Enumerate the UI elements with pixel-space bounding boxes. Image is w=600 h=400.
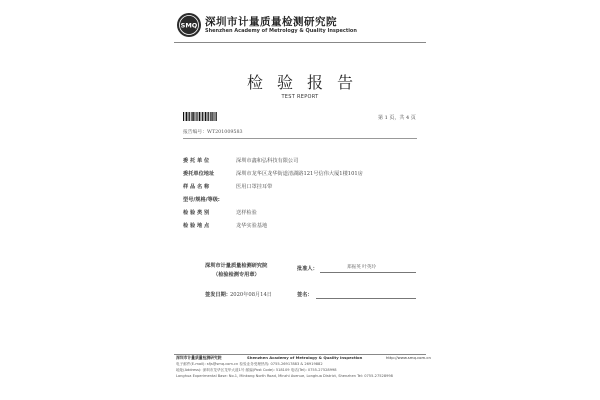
logo-text: SMQ: [180, 21, 198, 30]
approver-label: 批准人：: [297, 266, 318, 272]
field-label-test-location: 检 验 地 点: [183, 223, 210, 229]
field-value-client-address: 深圳市龙华区龙华街道清湖路121号信伟大厦1楼101房: [236, 171, 363, 177]
field-label-sample-name: 样 品 名 称: [183, 184, 210, 190]
seal-purpose: （检验检测专用章）: [213, 272, 260, 278]
field-value-test-type: 送样检验: [236, 210, 257, 216]
footer-address-line: 地址(Address): 深圳市龙华区龙华大道1号 邮编(Post Code): 518109 电话(Tel): 0755-27528998: [176, 368, 337, 372]
footer-website-link[interactable]: http://www.smq.com.cn: [386, 355, 431, 360]
org-name-en: Shenzhen Academy of Metrology & Quality Inspection: [205, 28, 357, 34]
report-title-cn: 检验报告: [246, 73, 367, 92]
approver-names: 郑振英 叶英玲: [347, 265, 377, 270]
field-label-client: 委 托 单 位: [183, 158, 210, 164]
report-no-divider: [183, 138, 417, 139]
report-title-en: TEST REPORT: [281, 94, 319, 100]
page-number: 第 1 页，共 4 页: [378, 115, 416, 121]
footer-org-cn: 深圳市计量质量检测研究院: [176, 355, 222, 360]
field-label-test-type: 检 验 类 别: [183, 210, 210, 216]
barcode-icon: [183, 112, 217, 121]
report-number: 报告编号：WT201009583: [183, 130, 243, 135]
signature-line: [316, 298, 416, 299]
field-label-model-spec: 型号/规格/等级:: [183, 197, 220, 203]
signature-label: 签名：: [297, 292, 313, 298]
org-name-cn: 深圳市计量质量检测研究院: [205, 16, 337, 28]
footer-org-en: Shenzhen Academy of Metrology & Quality Inspection: [247, 355, 363, 360]
header-divider: [174, 42, 426, 43]
footer-contact-line: 电子邮件(E-mail): sfjs@smq.com.cn 检验业务受理热线: 0755-26917883 & 26919882: [176, 362, 323, 366]
footer-address-en-line: Longhua Experimental Base: No.1, Minkang North Road, Minzhi Avenue, Longhua District, Shenzhen Tel: 0755-27528998: [176, 374, 393, 378]
field-value-client: 深圳市鑫和弘科技有限公司: [236, 158, 299, 164]
field-value-sample-name: 医用口罩挂耳带: [236, 184, 273, 190]
seal-org-name: 深圳市计量质量检测研究院: [205, 263, 268, 269]
issue-date-value: 2020年08月14日: [230, 292, 272, 298]
approver-line: [320, 272, 416, 273]
field-label-client-address: 委托单位地址: [183, 171, 215, 177]
issue-date-label: 签发日期：: [205, 292, 231, 298]
field-value-test-location: 龙华实验基地: [236, 223, 268, 229]
smq-logo-icon: [176, 12, 202, 38]
